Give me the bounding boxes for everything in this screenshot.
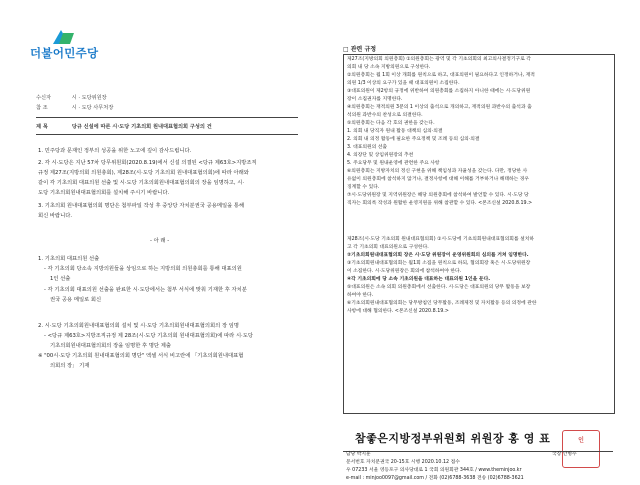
rule-line: ⑤의원총회는 다음 각 호의 권한을 갖는다.	[347, 121, 435, 126]
item-line: 2. 시·도당 기초의회원내대표협의회 설치 및 시·도당 기초의회원내대표협의회의 장 임명	[38, 323, 239, 329]
rule-line: 사항에 대해 협의한다. <본조신설 2020.8.19.>	[347, 309, 449, 314]
item-line: 권국 공용 메일로 회신	[50, 297, 102, 303]
party-logo-mark-green	[59, 33, 74, 44]
rule-line: 의원 1/3 이상의 요구가 있을 때 대표의원이 소집한다.	[347, 81, 460, 86]
rule-line: ⑥기초의회원내대표협의회는 당무방침인 당무활동, 조례제정 및 자치활동 등의 의정에 관한	[347, 301, 537, 306]
item-line: - 각 기초의회 당소속 지방의원들을 상임으로 하는 지방의회 의원총회를 통해 대표의원	[44, 266, 242, 272]
org-signature: 참좋은지방정부위원회 위원장 홍 영 표	[355, 432, 551, 445]
body-line: 같이 각 기초의회 대표의원 선출 및 시·도당 기초의회원내대표협의회의 장을 임명하고, 시·	[38, 180, 245, 186]
reference-row	[36, 104, 113, 111]
rule-line: 1. 의회 내 당직자 원내 활동 대책의 심의·의결	[347, 129, 443, 134]
rule-line: 제28조(시·도당 기초의회 원내대표협의회) ①시·도당에 기초의회원내대표협의회를 설치하	[347, 237, 535, 242]
item-line: 의회의 장」 기재	[50, 363, 90, 369]
rule-line: 이 소집한다. 시·도당위원장은 회의에 참석하여야 한다.	[347, 269, 462, 274]
footer-docnum: 문서번호 자치분권국 20-15호 시행 2020.10.12 접수	[346, 460, 460, 465]
body-line: 3. 기초의회 원내대표협의회 명단은 첨부파일 작성 후 중앙당 자치분권국 공용메일을 통해	[38, 203, 245, 209]
footer-contact: e-mail : minjoo0097@gmail.com / 전화 (02)6788-3638 전송 (02)6788-3621	[346, 476, 524, 481]
receiver-value: 시 · 도당위원장	[71, 95, 107, 101]
footer-director: 국장 안병수	[552, 452, 577, 457]
rule-line: 고 각 기초의회 대표의원으로 구성한다.	[347, 245, 429, 250]
rule-line: 4. 의장단 및 상임위원장의 추천	[347, 153, 414, 158]
reference-value: 시 · 도당 사무처장	[71, 105, 114, 111]
rule-line: ③대표의원이 제2항의 규정에 위반하여 의원총회를 소집하지 아니한 때에는 시·도당위원	[347, 89, 531, 94]
rule-line: ②기초의회원내대표협의회 장은 시·도당 위원장이 운영위원회의 심의를 거쳐 임명한다.	[347, 253, 529, 258]
rule-line: 2. 의회 내 의정 활동에 필요한 주요정책 및 조례 등의 심의·의결	[347, 137, 480, 142]
rule-line: ④의원총회는 재적의원 3분의 1 이상의 출석으로 개의하고, 재적의원 과반수의 출석과 출	[347, 105, 532, 110]
rule-line: 의회 내 당 소속 지방의원으로 구성한다.	[347, 65, 431, 70]
body-line: 규정 제27조(지방의회 의원총회), 제28조(시·도당 기초의회 원내대표협의회)에 따라 아래와	[38, 170, 249, 176]
rule-line: 석의원 과반수의 찬성으로 의결한다.	[347, 113, 423, 118]
rule-line: 제27조(지방의회 의원총회) ①의원총회는 광역 및 각 기초의회의 최고의사결정기구로 각	[347, 57, 531, 62]
footer-address: 우 07233 서울 영등포구 의사당대로 1 국회 의원회관 344호 / www.theminjoo.kr	[346, 468, 522, 473]
body-line: 회신 바랍니다.	[38, 213, 73, 219]
body-line: 2. 각 시·도당은 지난 57차 당무위원회(2020.8.19)에서 신설 의결된 <당규 제63호>지방조직	[38, 160, 257, 166]
item-line: 1인 선출	[50, 276, 71, 282]
rule-line: 하여야 한다.	[347, 293, 374, 298]
below-label: - 아 래 -	[150, 238, 170, 244]
rule-line: ②의원총회는 월 1회 이상 개회를 원칙으로 하고, 대표의원이 필요하다고 인정하거나, 재적	[347, 73, 535, 78]
rule-line: ⑦시·도당위원장 및 지역위원장은 해당 의원총회에 참석하여 발언할 수 있다. 시·도당 당	[347, 193, 529, 198]
receiver-row	[36, 94, 107, 101]
rule-line: ④각 기초의회에 당 소속 기초의원을 대표하는 대표의원 1인을 둔다.	[347, 277, 491, 282]
divider-subject	[36, 134, 298, 135]
footer-person: 담당 박지훈	[346, 452, 371, 457]
rule-line: 직자는 회의록 작성과 원활한 운영지원을 위해 참관할 수 있다. <본조신설 2020.8.19.>	[347, 201, 533, 206]
subject-row	[36, 123, 212, 130]
item-line: 기초의회원내대표협의회의 장을 임명한 후 명단 제출	[50, 343, 171, 349]
item-line: 1. 기초의회 대표의원 선출	[38, 256, 100, 262]
rule-line: 장이 소집권자를 지명한다.	[347, 97, 403, 102]
item-line: - 각 기초의회 대표의원 선출을 완료한 시·도당에서는 첨부 서식에 맞춰 기재한 후 자치분	[44, 287, 247, 293]
item-line: ※ "00시·도당 기초의회 원내대표협의회 명단" 엑셀 서식 비고란에 「기초의회원내대표협	[38, 353, 244, 359]
related-rules-title: □ 관련 규정	[343, 46, 377, 53]
rule-line: 3. 대표의원의 선출	[347, 145, 388, 150]
rule-line: ⑥의원총회는 지방자치의 정신 구현을 위해 책임성과 자율성을 갖는다. 다만, 정당한 사	[347, 169, 528, 174]
divider-top	[36, 117, 298, 118]
item-line: - <당규 제63호>지방조직규정 제 28조(시·도당 기초의회 원내대표협의회)에 따라 시·도당	[44, 333, 253, 339]
official-seal: 인	[562, 430, 600, 468]
party-logo-text: 더불어민주당	[30, 46, 99, 60]
body-line: 1. 민주당과 문재인 정부의 성공을 위한 노고에 깊이 감사드립니다.	[38, 148, 192, 154]
rule-line: ③기초의회원내대표협의회는 월1회 소집을 원칙으로 하되, 협의회장 혹은 시·도당위원장	[347, 261, 531, 266]
rule-line: 징계할 수 있다.	[347, 185, 380, 190]
body-line: 도당 기초의회원내대표협의회를 설치해 주시기 바랍니다.	[38, 190, 170, 196]
rule-line: 5. 주요당무 및 원내운영에 관련한 주요 사항	[347, 161, 440, 166]
receiver-label: 수신자	[36, 95, 52, 101]
rule-line: ⑤대표의원은 소속 의회 의원총회에서 선출한다. 시·도당은 대표의원의 당무 활동을 보장	[347, 285, 531, 290]
reference-label: 참 조	[36, 105, 48, 111]
subject-label: 제 목	[36, 124, 48, 130]
subject-value: 당규 신설에 따른 시·도당 기초의회 원내대표협의회 구성의 건	[71, 124, 212, 130]
rule-line: 유없이 의원총회에 참석하지 않거나, 결정사항에 대해 이해를 거부하거나 해태하는 경우	[347, 177, 530, 182]
